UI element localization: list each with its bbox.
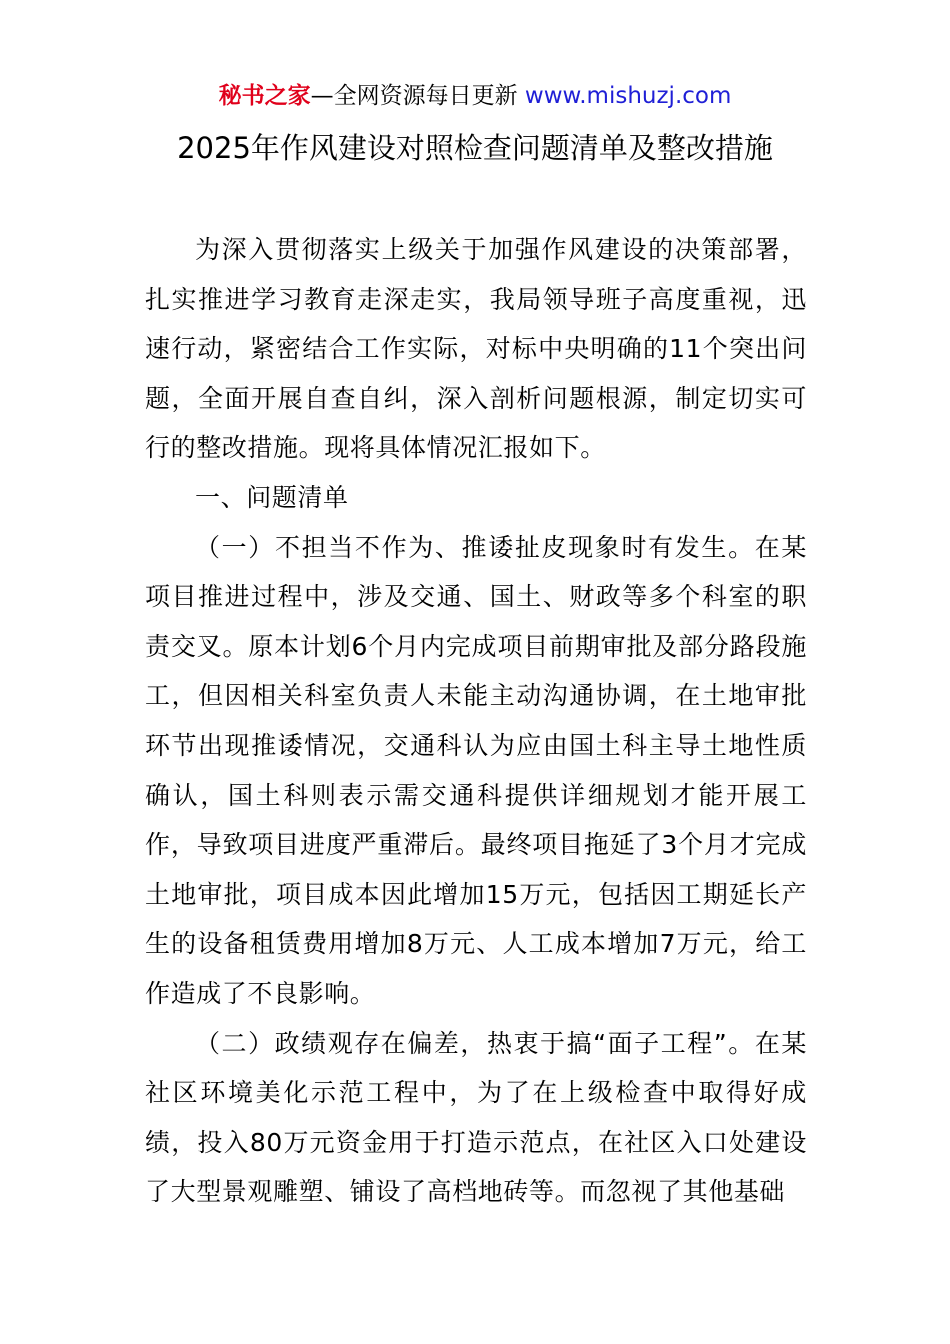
- intro-paragraph: 为深入贯彻落实上级关于加强作风建设的决策部署，扎实推进学习教育走深走实，我局领导班子高度重视，迅速行动，紧密结合工作实际，对标中央明确的11个突出问题，全面开展自查自纠，深入剖析问题根源，制定切实可行的整改措施。现将具体情况汇报如下。: [145, 235, 807, 463]
- site-header: [0, 80, 950, 112]
- document-title: 2025年作风建设对照检查问题清单及整改措施: [177, 131, 773, 165]
- document-body: [145, 225, 807, 1217]
- issue-paragraph-2: （二）政绩观存在偏差，热衷于搞“面子工程”。在某社区环境美化示范工程中，为了在上级检查中取得好成绩，投入80万元资金用于打造示范点，在社区入口处建设了大型景观雕塑、铺设了高档地砖等。而忽视了其他基础: [145, 1028, 807, 1207]
- site-brand: 秘书之家: [218, 83, 311, 109]
- section-heading: 一、问题清单: [195, 482, 349, 512]
- site-tagline: —全网资源每日更新: [310, 83, 518, 109]
- issue-paragraph-1: （一）不担当不作为、推诿扯皮现象时有发生。在某项目推进过程中，涉及交通、国土、财政等多个科室的职责交叉。原本计划6个月内完成项目前期审批及部分路段施工，但因相关科室负责人未能主动沟通协调，在土地审批环节出现推诿情况，交通科认为应由国土科主导土地性质确认，国土科则表示需交通科提供详细规划才能开展工作，导致项目进度严重滞后。最终项目拖延了3个月才完成土地审批，项目成本因此增加15万元，包括因工期延长产生的设备租赁费用增加8万元、人工成本增加7万元，给工作造成了不良影响。: [145, 532, 807, 1008]
- site-url-link[interactable]: www.mishuzj.com: [524, 83, 732, 109]
